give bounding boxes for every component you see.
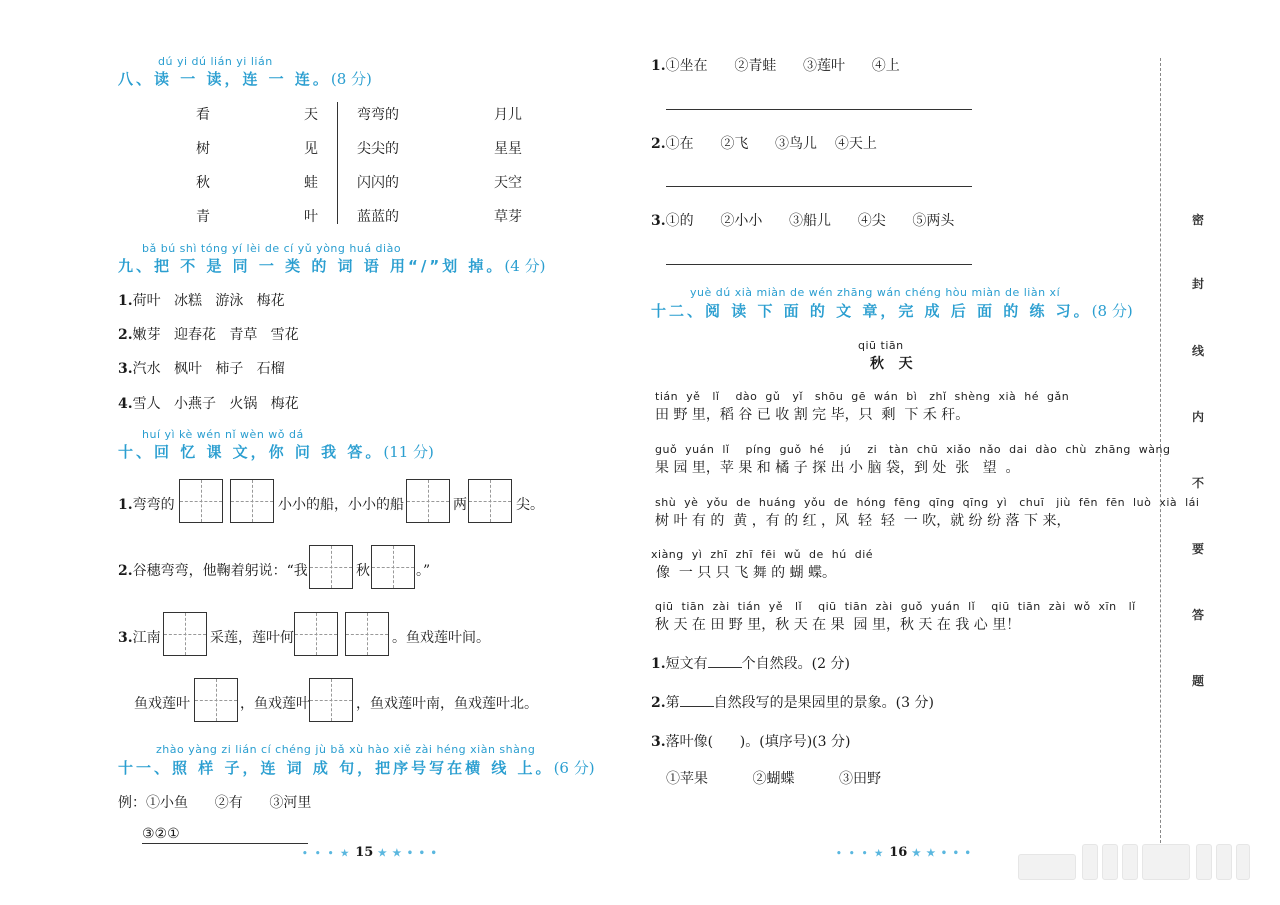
s10-q4-box-1[interactable] [194, 678, 238, 722]
s8-col2-1: 见 [304, 141, 318, 157]
s10-q2-c: 。” [416, 563, 431, 579]
seal-char-1: 密 [1192, 213, 1205, 227]
r-question-2 [651, 692, 934, 712]
r-q3-text: ①的 ②小小 ③船儿 ④尖 ⑤两头 [665, 213, 955, 229]
page-number-left [302, 845, 438, 860]
s10-q2-num-a [118, 560, 308, 580]
passage-line-1-pinyin: tián yě lǐ dào gǔ yǐ shōu gē wán bì zhǐ shèng xià hé gǎn [655, 390, 1070, 403]
s9-item-4 [118, 393, 299, 413]
s10-q3-a: 江南 [132, 630, 161, 646]
s8-col1-2: 秋 [196, 175, 210, 191]
r-q1-num: 1. [651, 58, 666, 74]
r-question-1-blank[interactable] [708, 655, 742, 668]
r-q1-answer-line[interactable] [666, 109, 972, 110]
s10-q3-b: 采莲，莲叶何 [210, 630, 294, 646]
passage-title: 秋 天 [870, 356, 913, 372]
s11-pinyin: zhào yàng zi lián cí chéng jù bǎ xù hào xiě zài héng xiàn shàng [156, 743, 536, 756]
r-q3-num: 3. [651, 213, 666, 229]
r-q1-text: ①坐在 ②青蛙 ③莲叶 ④上 [665, 58, 900, 74]
pager-right-stars: ★ ★ • • • [911, 848, 972, 859]
s10-q3-num-a [118, 627, 161, 647]
s8-col3-1: 尖尖的 [357, 141, 399, 157]
pager-right-dots: • • • ★ [836, 849, 885, 859]
s10-q3-num: 3. [118, 630, 133, 646]
passage-title-pinyin: qiū tiān [858, 339, 904, 352]
passage-line-5-pinyin: qiū tiān zài tián yě lǐ qiū tiān zài guǒ yuán lǐ qiū tiān zài wǒ xīn lǐ [655, 600, 1136, 613]
watermark-bar-1 [1018, 854, 1076, 880]
s11-title: 十一、照 样 子，连 词 成 句，把序号写在横 线 上。 [118, 759, 554, 777]
s8-heading [118, 68, 372, 89]
s9-heading [118, 255, 545, 276]
s10-q2-box-1[interactable] [309, 545, 353, 589]
passage-line-3: 树 叶 有 的 黄 ，有 的 红 ，风 轻 轻 一 吹，就 纷 纷 落 下 来， [655, 513, 1071, 529]
s8-points: (8 分) [330, 70, 372, 88]
s8-col1-0: 看 [196, 107, 210, 123]
seal-char-7: 答 [1192, 608, 1205, 622]
s8-col4-2: 天空 [494, 175, 522, 191]
seal-char-2: 封 [1192, 277, 1205, 291]
r-question-3-options: ①苹果 ②蝴蝶 ③田野 [666, 771, 882, 787]
pager-left-stars: ★ ★ • • • [377, 848, 438, 859]
r-question-3-num: 3. [651, 734, 666, 750]
r-q1 [651, 55, 900, 75]
s12-title: 十二、阅 读 下 面 的 文 章，完 成 后 面 的 练 习。 [651, 302, 1092, 320]
s8-col4-1: 星星 [494, 141, 522, 157]
page-number-right [836, 845, 972, 860]
s11-points: (6 分) [553, 759, 595, 777]
r-q2-answer-line[interactable] [666, 186, 972, 187]
watermark-bar-8 [1236, 844, 1250, 880]
r-q2 [651, 133, 877, 153]
s10-heading [118, 441, 434, 462]
seal-char-4: 内 [1192, 410, 1205, 424]
s10-pinyin: huí yì kè wén nǐ wèn wǒ dá [142, 428, 304, 441]
passage-line-5: 秋 天 在 田 野 里，秋 天 在 果 园 里，秋 天 在 我 心 里！ [655, 617, 1021, 633]
s11-answer-line [142, 843, 308, 844]
passage-line-1: 田 野 里，稻 谷 已 收 割 完 毕，只 剩 下 禾 秆。 [655, 407, 970, 423]
s9-points: (4 分) [504, 257, 546, 275]
s10-q1-d: 尖。 [516, 497, 544, 513]
s8-col4-3: 草芽 [494, 209, 522, 225]
s11-answer: ③②① [142, 826, 180, 842]
s8-col1-3: 青 [196, 209, 210, 225]
s9-item-3-num: 3. [118, 361, 133, 377]
pager-right-number: 16 [889, 845, 908, 860]
watermark-bar-5 [1142, 844, 1190, 880]
passage-line-2: 果 园 里，苹 果 和 橘 子 探 出 小 脑 袋，到 处 张 望 。 [655, 460, 1020, 476]
s9-title: 九、把 不 是 同 一 类 的 词 语 用“/”划 掉。 [118, 257, 505, 275]
passage-line-4: 像 一 只 只 飞 舞 的 蝴 蝶。 [656, 565, 837, 581]
s10-q1-num: 1. [118, 497, 133, 513]
s10-q2-a: 谷穗弯弯，他鞠着躬说：“我 [132, 563, 308, 579]
r-question-3-a: 落叶像( )。(填序号)(3 分) [665, 734, 851, 750]
seal-char-5: 不 [1192, 476, 1205, 490]
r-q2-num: 2. [651, 136, 666, 152]
s10-q4-box-2[interactable] [309, 678, 353, 722]
r-question-1 [651, 653, 850, 673]
s10-points: (11 分) [383, 443, 434, 461]
s10-title: 十、回 忆 课 文，你 问 我 答。 [118, 443, 384, 461]
r-question-1-a: 短文有 [665, 656, 708, 672]
s8-col3-3: 蓝蓝的 [357, 209, 399, 225]
s9-item-3 [118, 358, 285, 378]
s10-q1-box-2[interactable] [230, 479, 274, 523]
s9-pinyin: bǎ bú shì tóng yí lèi de cí yǔ yòng huá diào [142, 242, 402, 255]
s10-q3-box-1[interactable] [163, 612, 207, 656]
s10-q2-box-2[interactable] [371, 545, 415, 589]
seal-char-3: 线 [1192, 344, 1205, 358]
s11-heading [118, 757, 595, 778]
s10-q4-b: ，鱼戏莲叶 [240, 696, 310, 712]
r-q3 [651, 210, 954, 230]
s10-q1-b: 小小的船，小小的船 [278, 497, 404, 513]
s10-q4-c: ，鱼戏莲叶南，鱼戏莲叶北。 [356, 696, 538, 712]
s9-item-1-num: 1. [118, 293, 133, 309]
s9-item-4-text: 雪人 小燕子 火锅 梅花 [132, 396, 299, 412]
seal-char-6: 要 [1192, 542, 1205, 556]
s8-col4-0: 月儿 [494, 107, 522, 123]
watermark-bar-2 [1082, 844, 1098, 880]
s10-q1-box-1[interactable] [179, 479, 223, 523]
s12-pinyin: yuè dú xià miàn de wén zhāng wán chéng hòu miàn de liàn xí [690, 286, 1061, 299]
s8-title: 八、读 一 读，连 一 连。 [118, 70, 331, 88]
s10-q1-box-4[interactable] [468, 479, 512, 523]
s12-heading [651, 300, 1133, 321]
s9-item-2-text: 嫩芽 迎春花 青草 雪花 [132, 327, 299, 343]
s10-q1-box-3[interactable] [406, 479, 450, 523]
pager-left-dots: • • • ★ [302, 849, 351, 859]
s10-q1-num-a [118, 494, 175, 514]
r-question-2-num: 2. [651, 695, 666, 711]
s10-q3-c: 。鱼戏莲叶间。 [392, 630, 490, 646]
s10-q1-a: 弯弯的 [132, 497, 175, 513]
s8-col1-1: 树 [196, 141, 210, 157]
watermark-logo [1018, 840, 1248, 880]
s8-col3-0: 弯弯的 [357, 107, 399, 123]
watermark-bar-3 [1102, 844, 1118, 880]
r-question-1-num: 1. [651, 656, 666, 672]
seal-dashed-line [1160, 58, 1161, 848]
s10-q3-box-2[interactable] [294, 612, 338, 656]
s10-q4-a: 鱼戏莲叶 [134, 696, 190, 712]
s8-col2-2: 蛙 [304, 175, 318, 191]
s8-col2-3: 叶 [304, 209, 318, 225]
s9-item-3-text: 汽水 枫叶 柿子 石榴 [132, 361, 285, 377]
passage-line-2-pinyin: guǒ yuán lǐ píng guǒ hé jú zi tàn chū xiǎo nǎo dai dào chù zhāng wàng [655, 443, 1171, 456]
seal-char-8: 题 [1192, 674, 1205, 688]
passage-line-3-pinyin: shù yè yǒu de huáng yǒu de hóng fēng qīng qīng yì chuī jiù fēn fēn luò xià lái [655, 496, 1200, 509]
s8-col3-2: 闪闪的 [357, 175, 399, 191]
r-question-2-a: 第 [665, 695, 680, 711]
s9-item-2-num: 2. [118, 327, 133, 343]
s11-example: 例：①小鱼 ②有 ③河里 [118, 795, 312, 811]
watermark-bar-6 [1196, 844, 1212, 880]
s12-points: (8 分) [1091, 302, 1133, 320]
s9-item-1 [118, 290, 285, 310]
s8-col2-0: 天 [304, 107, 318, 123]
s10-q2-num: 2. [118, 563, 133, 579]
r-question-2-b: 自然段写的是果园里的景象。(3 分) [713, 695, 934, 711]
s10-q2-b: 秋 [356, 563, 370, 579]
s9-item-1-text: 荷叶 冰糕 游泳 梅花 [132, 293, 285, 309]
r-question-3 [651, 731, 850, 751]
r-q2-text: ①在 ②飞 ③鸟儿 ④天上 [665, 136, 877, 152]
watermark-bar-4 [1122, 844, 1138, 880]
s8-pinyin: dú yi dú lián yi lián [158, 55, 273, 68]
r-question-2-blank[interactable] [680, 694, 714, 707]
r-q3-answer-line[interactable] [666, 264, 972, 265]
s9-item-2 [118, 324, 299, 344]
passage-line-4-pinyin: xiàng yì zhī zhī fēi wǔ de hú dié [651, 548, 874, 561]
s8-divider [337, 102, 338, 224]
pager-left-number: 15 [355, 845, 374, 860]
s10-q3-box-3[interactable] [345, 612, 389, 656]
s10-q1-c: 两 [453, 497, 467, 513]
s9-item-4-num: 4. [118, 396, 133, 412]
r-question-1-b: 个自然段。(2 分) [741, 656, 850, 672]
watermark-bar-7 [1216, 844, 1232, 880]
